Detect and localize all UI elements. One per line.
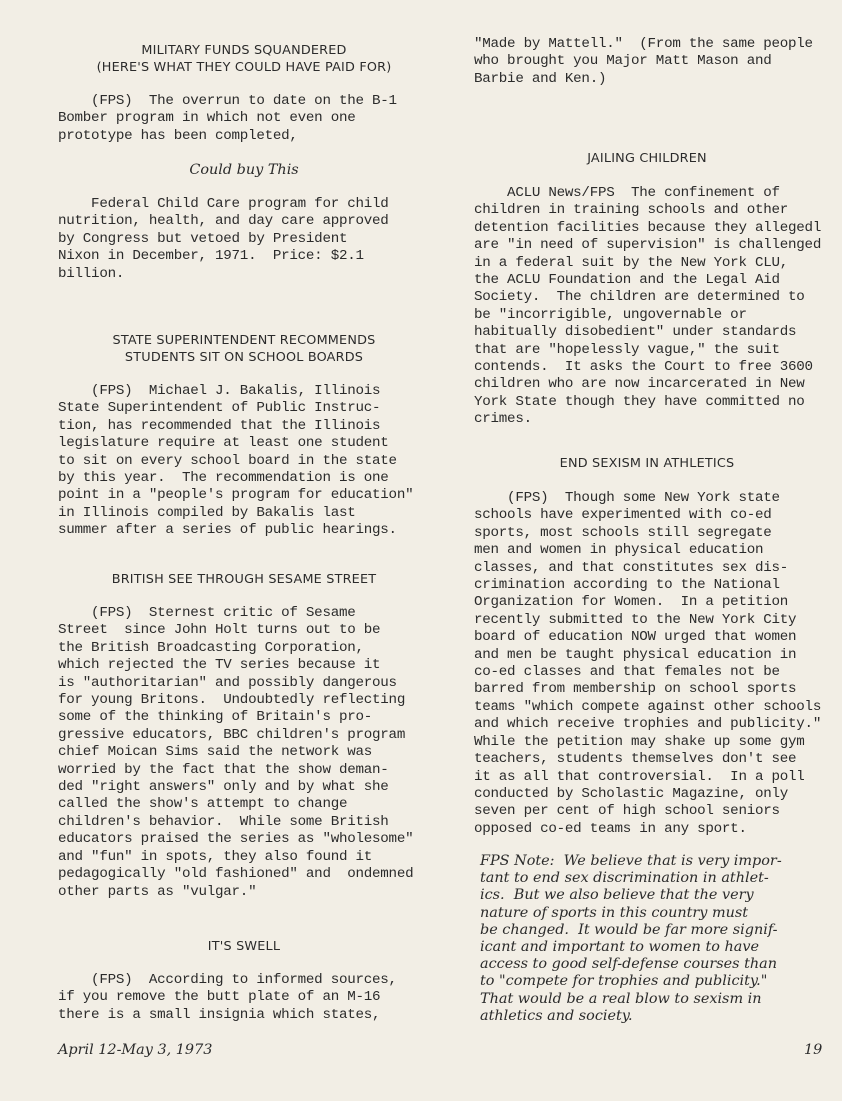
editor-note-fps: FPS Note: We believe that is very impor- tant to end sex discrimination in athlet- ics. But we also believe that the very nature of sports in this country must be changed. It would be far more signif- icant and important to women to have access to good self-defense courses than to "compete for trophies and publicity." That would be a real blow to sexism in athletics and society. [480,853,782,1024]
article-heading-its-swell: IT'S SWELL [207,939,281,954]
article-body-end-sexism: (FPS) Though some New York state schools have experimented with co-ed sports, most schools still segregate men and women in physical education classes, and that constitutes sex dis- crimination according to the National Organization for Women. In a petition recently submitted to the New York City board of education NOW urged that women and men be taught physical education in co-ed classes and that females not be barred from membership on school sports teams "which compete against other schools and which receive trophies and publicity." While the petition may shake up some gym teachers, students themselves don't see it as all that controversial. In a poll conducted by Scholastic Magazine, only seven per cent of high school seniors opposed co-ed teams in any sport. [474,490,822,837]
page-number: 19 [804,1042,823,1058]
subheading-could-buy-this: Could buy This [189,162,299,178]
article-heading-military-funds: MILITARY FUNDS SQUANDERED (HERE'S WHAT THEY COULD HAVE PAID FOR) [96,43,392,76]
article-heading-superintendent: STATE SUPERINTENDENT RECOMMENDS STUDENTS SIT ON SCHOOL BOARDS [112,333,376,366]
footer-date: April 12-May 3, 1973 [58,1042,213,1058]
article-body-military-child-care: Federal Child Care program for child nutrition, health, and day care approved by Congress but vetoed by President Nixon in December, 1971. Price: $2.1 billion. [58,196,389,282]
article-body-superintendent: (FPS) Michael J. Bakalis, Illinois State Superintendent of Public Instruc- tion, has recommended that the Illinois legislature require at least one student to sit on every school board in the state by this year. The recommendation is one point in a "people's program for education" in Illinois compiled by Bakalis last summer after a series of public hearings. [58,383,414,539]
article-body-military-intro: (FPS) The overrun to date on the B-1 Bomber program in which not even one prototype has been completed, [58,93,397,144]
article-body-its-swell-continued: "Made by Mattell." (From the same people who brought you Major Matt Mason and Barbie and Ken.) [474,36,813,87]
article-heading-jailing-children: JAILING CHILDREN [587,151,707,166]
article-body-jailing-children: ACLU News/FPS The confinement of children in training schools and other detention facilities because they allegedl are "in need of supervision" is challenged in a federal suit by the New York CLU, the ACLU Foundation and the Legal Aid Society. The children are determined to be "incorrigible, ungovernable or habitually disobedient" under standards that are "hopelessly vague," the suit contends. It asks the Court to free 3600 children who are now incarcerated in New York State though they have committed no crimes. [474,185,822,428]
article-body-sesame-street: (FPS) Sternest critic of Sesame Street since John Holt turns out to be the British Broadcasting Corporation, which rejected the TV series because it is "authoritarian" and possibly dangerous for young Britons. Undoubtedly reflecting some of the thinking of Britain's pro- gressive educators, BBC children's program chief Moican Sims said the network was worried by the fact that the show deman- ded "right answers" only and by what she called the show's attempt to change children's behavior. While some British educators praised the series as "wholesome" and "fun" in spots, they also found it pedagogically "old fashioned" and ondemned other parts as "vulgar." [58,605,414,900]
article-body-its-swell: (FPS) According to informed sources, if you remove the butt plate of an M-16 there is a small insignia which states, [58,972,397,1023]
article-heading-sesame-street: BRITISH SEE THROUGH SESAME STREET [111,572,377,587]
article-heading-end-sexism: END SEXISM IN ATHLETICS [559,456,735,471]
